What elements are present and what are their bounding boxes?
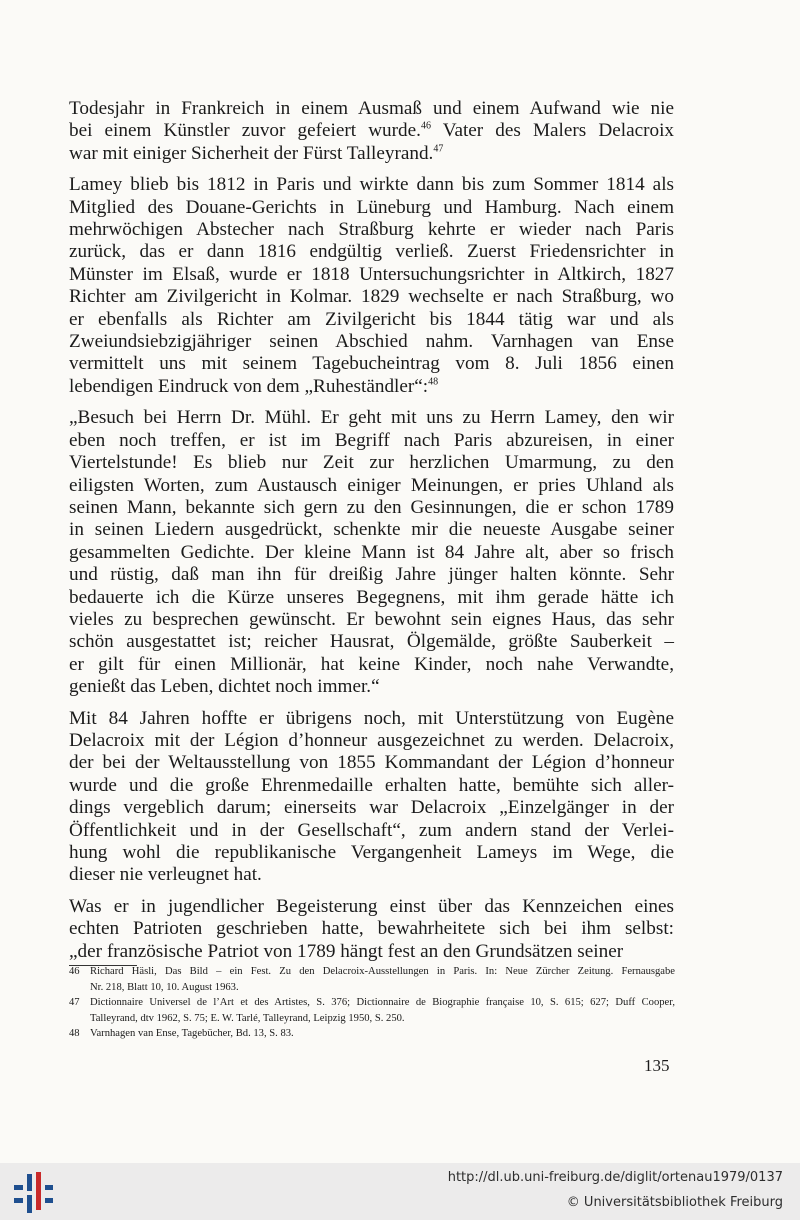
- footnote-reference: 47: [433, 143, 444, 155]
- line-text: echten Patrioten geschrieben hatte, bewahrheitete sich bei ihm selbst:: [69, 918, 674, 940]
- text-line: [69, 609, 674, 631]
- university-library-logo-icon: [12, 1169, 54, 1215]
- text-line: [69, 564, 674, 586]
- line-text: Richter am Zivilgericht in Kolmar. 1829 wechselte er nach Straßburg, wo: [69, 286, 674, 308]
- line-text: er gilt für einen Millionär, hat keine Kinder, noch nahe Verwandte,: [69, 653, 674, 675]
- paragraph: [69, 174, 674, 398]
- page-number: 135: [644, 1056, 670, 1075]
- line-text: Was er in jugendlicher Begeisterung einst über das Kennzeichen eines: [69, 895, 674, 917]
- footnote-text: [90, 995, 675, 1026]
- line-text: mehrwöchigen Abstecher nach Straßburg kehrte er wieder nach Paris: [69, 219, 674, 241]
- footnote-reference: 48: [428, 376, 439, 388]
- line-text: vermittelt uns mit seinem Tagebucheintrag vom 8. Juli 1856 einen: [69, 353, 674, 375]
- line-text: Delacroix mit der Légion d’honneur ausgezeichnet zu werden. Delacroix,: [69, 729, 674, 751]
- footnote-reference: 46: [420, 121, 431, 133]
- line-text: in seinen Liedern ausgedrückt, schenkte mir die neueste Ausgabe seiner: [69, 519, 674, 541]
- line-text: vieles zu besprechen gewünscht. Er bewohnt sein eignes Haus, das sehr: [69, 608, 674, 630]
- text-line: [69, 407, 674, 429]
- text-line: [69, 497, 674, 519]
- line-text: Lamey blieb bis 1812 in Paris und wirkte dann bis zum Sommer 1814 als: [69, 174, 674, 196]
- text-line: [69, 452, 674, 474]
- footer-url-link[interactable]: http://dl.ub.uni-freiburg.de/diglit/ortenau1979/0137: [447, 1170, 783, 1185]
- text-line: [69, 286, 674, 308]
- footnote-line: Dictionnaire Universel de l’Art et des Artistes, S. 376; Dictionnaire de Biographie française 10, S. 615; 627; Duff Cooper,: [90, 997, 675, 1008]
- text-line: [69, 918, 674, 940]
- line-text: Viertelstunde! Es blieb nur Zeit zur herzlichen Umarmung, zu den: [69, 452, 674, 474]
- paragraph: [69, 98, 674, 165]
- line-text: Vater des Malers Delacroix: [430, 120, 675, 142]
- text-line: [69, 864, 674, 886]
- text-line: [69, 264, 674, 286]
- line-text: „Besuch bei Herrn Dr. Mühl. Er geht mit uns zu Herrn Lamey, den wir: [69, 407, 674, 429]
- text-line: [69, 219, 674, 241]
- text-line: [69, 708, 674, 730]
- text-line: [69, 475, 674, 497]
- line-text: und rüstig, daß man ihn für dreißig Jahre jünger halten könnte. Sehr: [69, 564, 674, 586]
- text-line: [69, 842, 674, 864]
- line-text: Todesjahr in Frankreich in einem Ausmaß und einem Aufwand wie nie: [69, 98, 674, 119]
- line-text: Mitglied des Douane-Gerichts in Lüneburg und Hamburg. Nach einem: [69, 196, 674, 218]
- paragraph: [69, 896, 674, 963]
- line-text: dings vergeblich darum; einerseits war Delacroix „Einzelgänger in der: [69, 797, 674, 819]
- line-text: genießt das Leben, dichtet noch immer.“: [69, 676, 380, 698]
- text-line: [69, 353, 674, 375]
- paragraph: [69, 708, 674, 887]
- text-line: [69, 174, 674, 196]
- text-line: [69, 309, 674, 331]
- line-text: bei einem Künstler zuvor gefeiert wurde.: [69, 120, 421, 142]
- footnote-number: 47: [69, 997, 80, 1008]
- line-text: hung wohl die republikanische Vergangenheit Lameys im Wege, die: [69, 842, 674, 863]
- line-text: der bei der Weltausstellung von 1855 Kommandant der Légion d’honneur: [69, 752, 674, 774]
- line-text: dieser nie verleugnet hat.: [69, 864, 262, 886]
- line-text: bedauerte ich die Kürze unseres Begegnens, mit ihm gerade hätte ich: [69, 586, 674, 608]
- line-text: wurde und die große Ehrenmedaille erhalten hatte, bemühte sich aller-: [69, 774, 674, 796]
- footer-copyright: © Universitätsbibliothek Freiburg: [566, 1195, 783, 1210]
- text-line: [69, 941, 674, 963]
- footnote: [69, 964, 675, 995]
- text-line: [69, 654, 674, 676]
- text-line: [69, 631, 674, 653]
- line-text: Münster im Elsaß, wurde er 1818 Untersuchungsrichter in Altkirch, 1827: [69, 263, 674, 285]
- footnote-text: [90, 1026, 675, 1042]
- line-text: lebendigen Eindruck von dem „Ruheständler“:: [69, 375, 429, 397]
- paragraph: [69, 407, 674, 698]
- footnote-number: 48: [69, 1028, 80, 1039]
- text-line: [69, 820, 674, 842]
- body-text: [69, 98, 674, 972]
- footnote-line: Talleyrand, dtv 1962, S. 75; E. W. Tarlé, Talleyrand, Leipzig 1950, S. 250.: [90, 1012, 405, 1024]
- text-line: [69, 752, 674, 774]
- line-text: schön ausgestattet ist; reicher Hausrat, Ölgemälde, größte Sauberkeit –: [69, 631, 674, 653]
- text-line: [69, 896, 674, 918]
- text-line: [69, 331, 674, 353]
- text-line: [69, 519, 674, 541]
- line-text: Zweiundsiebzigjähriger seinen Abschied nahm. Varnhagen van Ense: [69, 331, 674, 353]
- line-text: eben noch treffen, er ist im Begriff nach Paris abzureisen, in einer: [69, 429, 674, 451]
- footnote-text: [90, 964, 675, 995]
- footnote-line: Nr. 218, Blatt 10, 10. August 1963.: [90, 981, 239, 993]
- line-text: „der französische Patriot von 1789 hängt fest an den Grundsätzen seiner: [69, 940, 624, 962]
- text-line: [69, 241, 674, 263]
- line-text: Öffentlichkeit und in der Gesellschaft“, zum andern stand der Verlei-: [69, 819, 674, 841]
- footnote: [69, 1026, 675, 1042]
- footnotes: [69, 964, 675, 1042]
- line-text: er ebenfalls als Richter am Zivilgericht bis 1844 tätig war und als: [69, 308, 674, 330]
- text-line: [69, 120, 674, 142]
- line-text: zurück, das er dann 1816 endgültig verließ. Zuerst Friedensrichter in: [69, 241, 674, 263]
- text-line: [69, 376, 674, 398]
- text-line: [69, 587, 674, 609]
- text-line: [69, 197, 674, 219]
- text-line: [69, 542, 674, 564]
- line-text: seinen Mann, bekannte sich gern zu den Gesinnungen, die er schon 1789: [69, 496, 674, 518]
- line-text: war mit einiger Sicherheit der Fürst Talleyrand.: [69, 142, 434, 164]
- text-line: [69, 143, 674, 165]
- text-line: [69, 676, 674, 698]
- text-line: [69, 797, 674, 819]
- footer-bar: [0, 1163, 800, 1220]
- footnote-number: 46: [69, 966, 80, 977]
- footnote-line: Richard Häsli, Das Bild – ein Fest. Zu den Delacroix-Ausstellungen in Paris. In: Neue Zürcher Zeitung. Fernausgabe: [90, 966, 675, 977]
- text-line: [69, 775, 674, 797]
- text-line: [69, 730, 674, 752]
- line-text: Mit 84 Jahren hoffte er übrigens noch, mit Unterstützung von Eugène: [69, 707, 674, 729]
- footnote-line: Varnhagen van Ense, Tagebücher, Bd. 13, S. 83.: [90, 1028, 294, 1039]
- footnote: [69, 995, 675, 1026]
- text-line: [69, 98, 674, 120]
- line-text: eiligsten Worten, zum Austausch einiger Meinungen, er pries Uhland als: [69, 474, 674, 496]
- text-line: [69, 430, 674, 452]
- line-text: gesammelten Gedichte. Der kleine Mann ist 84 Jahre alt, aber so frisch: [69, 541, 674, 563]
